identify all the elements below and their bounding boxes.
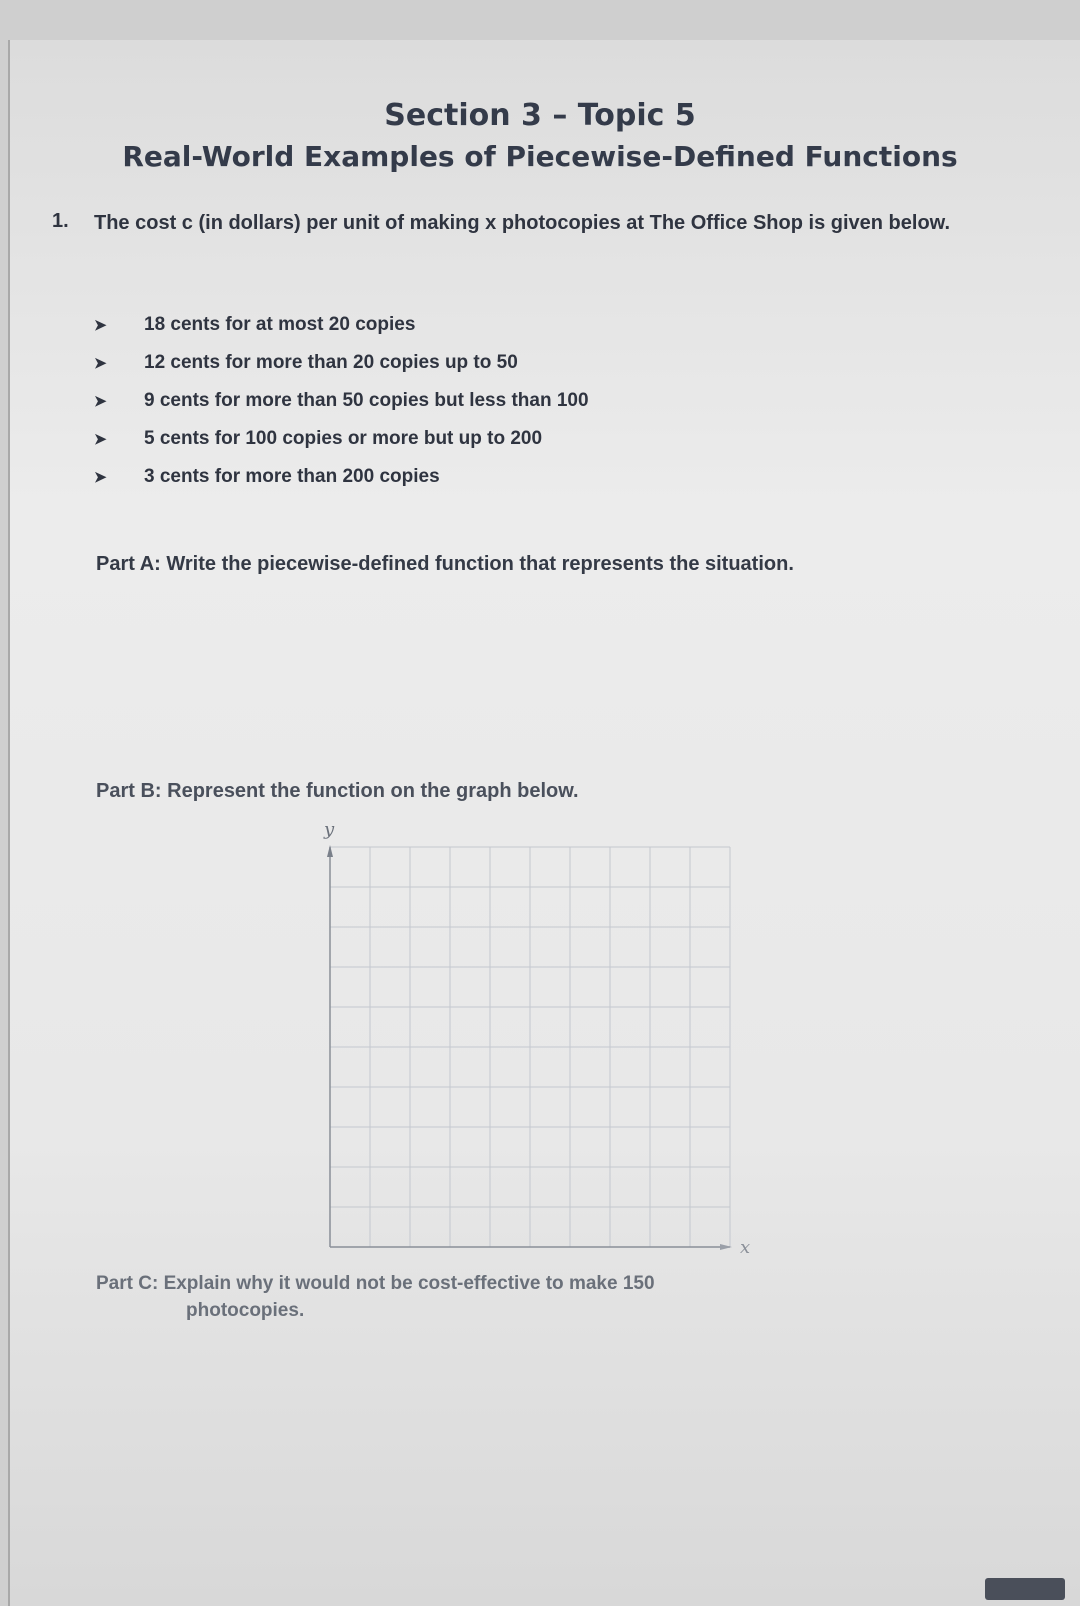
topic-title: Real-World Examples of Piecewise-Defined Functions	[122, 140, 958, 173]
arrow-bullet-icon: ➤	[94, 317, 107, 334]
rate-list	[94, 306, 589, 496]
arrow-bullet-icon: ➤	[94, 431, 107, 448]
answer-graph[interactable]	[300, 815, 770, 1265]
arrow-bullet-icon: ➤	[94, 469, 107, 486]
part-b-prompt: Part B: Represent the function on the graph below.	[96, 780, 579, 802]
x-axis-label: x	[740, 1237, 751, 1258]
y-axis-label: y	[324, 819, 335, 840]
question-number: 1.	[52, 210, 69, 232]
rate-text: 9 cents for more than 50 copies but less than 100	[144, 390, 589, 411]
rate-text: 3 cents for more than 200 copies	[144, 466, 440, 487]
list-item	[94, 382, 589, 420]
rate-text: 18 cents for at most 20 copies	[144, 314, 416, 335]
question-text: The cost c (in dollars) per unit of making x photocopies at The Office Shop is given below.	[94, 212, 951, 234]
part-a-prompt: Part A: Write the piecewise-defined function that represents the situation.	[96, 553, 794, 575]
grid-lines	[330, 847, 730, 1247]
rate-text: 5 cents for 100 copies or more but up to 200	[144, 428, 543, 449]
list-item	[94, 420, 589, 458]
list-item	[94, 458, 589, 496]
section-title: Section 3 – Topic 5	[384, 98, 696, 133]
arrow-bullet-icon: ➤	[94, 393, 107, 410]
corner-logo-icon	[985, 1578, 1065, 1600]
list-item	[94, 306, 589, 344]
graph-grid[interactable]	[300, 815, 770, 1265]
rate-text: 12 cents for more than 20 copies up to 50	[144, 352, 518, 373]
arrow-bullet-icon: ➤	[94, 355, 107, 372]
part-c-line-2: photocopies.	[186, 1300, 305, 1321]
part-c-line-1: Part C: Explain why it would not be cost-effective to make 150	[96, 1273, 655, 1294]
part-c-prompt	[96, 1270, 876, 1324]
list-item	[94, 344, 589, 382]
